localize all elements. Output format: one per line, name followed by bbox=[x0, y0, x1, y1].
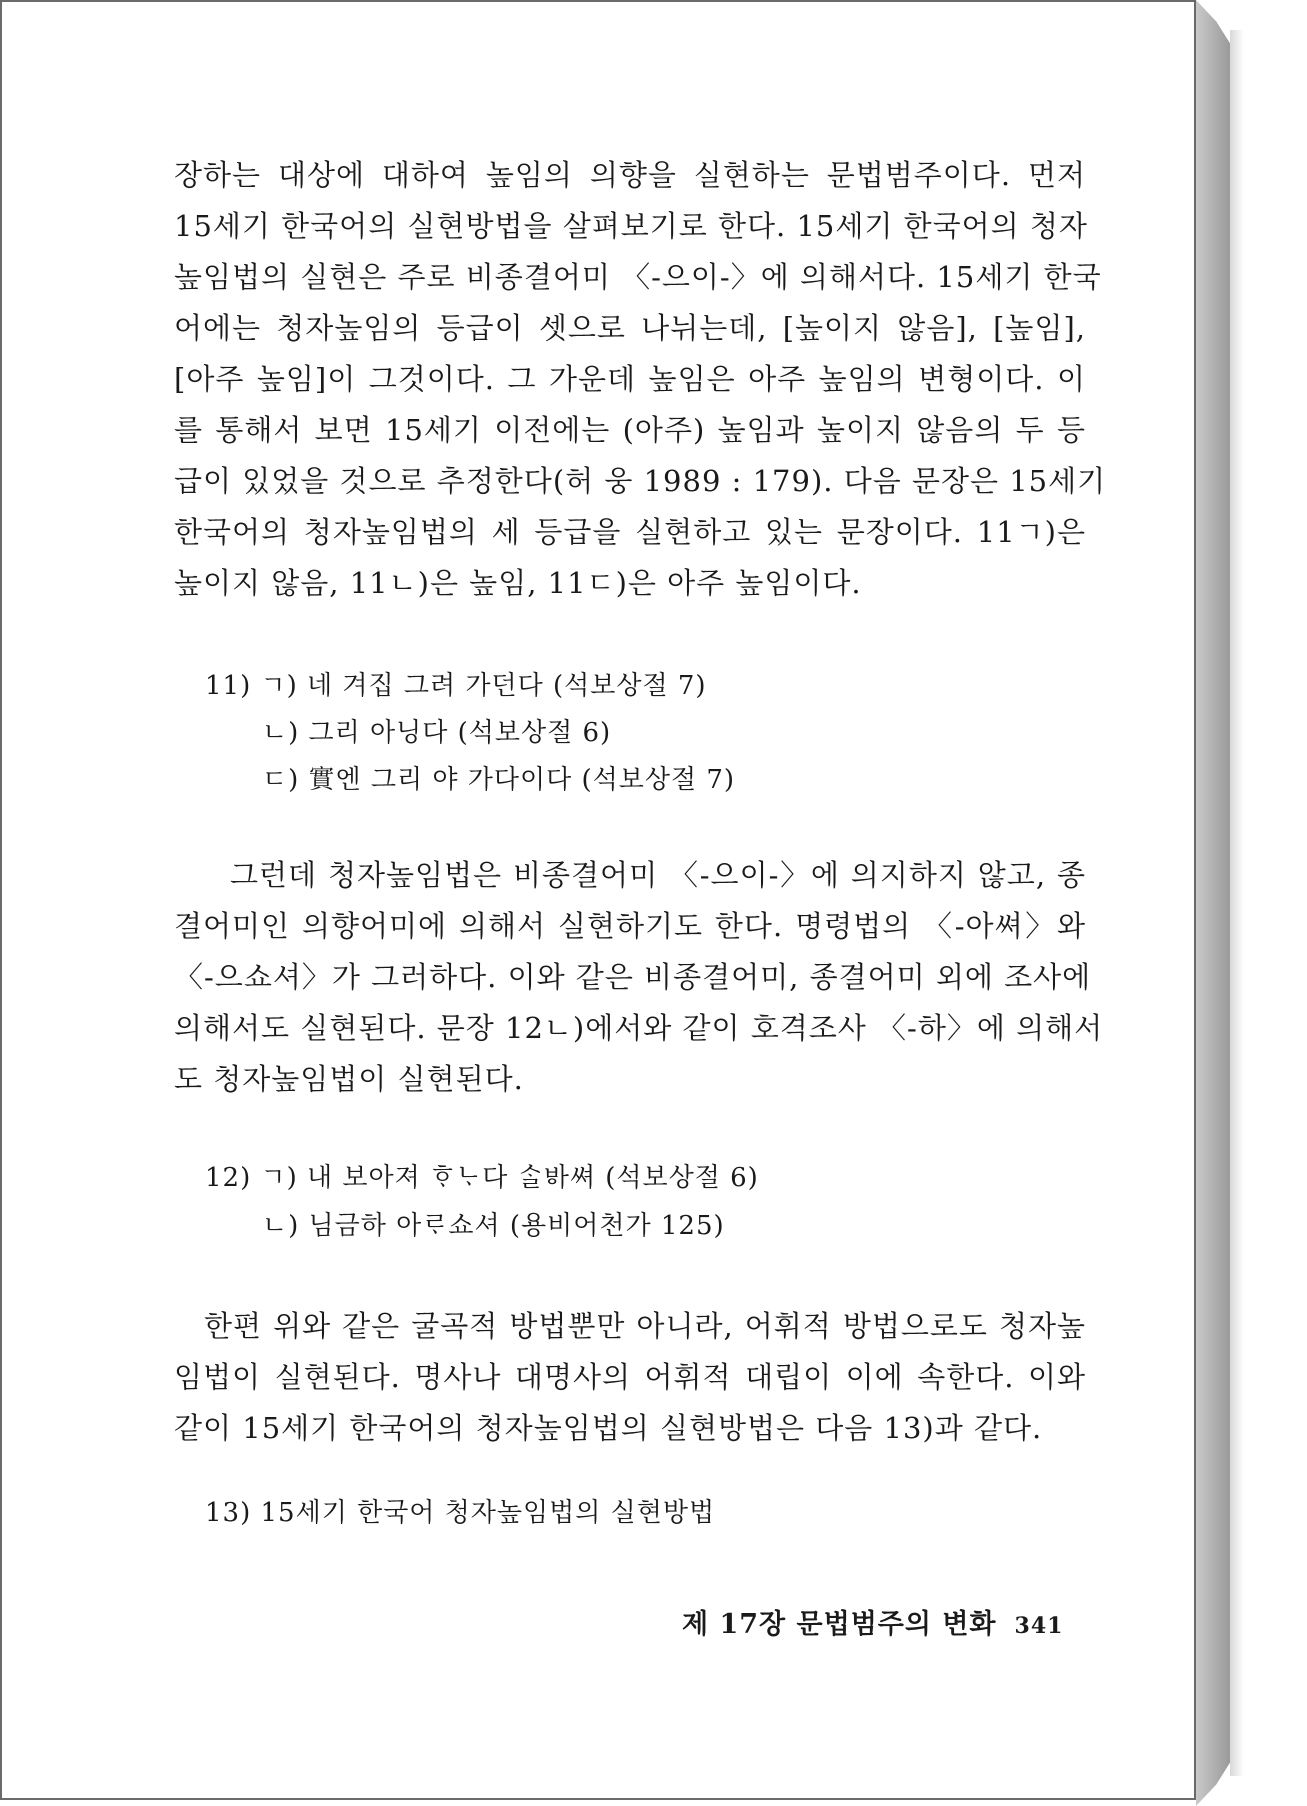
text-line: 15세기 한국어의 실현방법을 살펴보기로 한다. 15세기 한국어의 청자 bbox=[174, 209, 1088, 243]
text-line: 의해서도 실현된다. 문장 12ㄴ)에서와 같이 호격조사 〈-하〉에 의해서 bbox=[174, 1011, 1104, 1045]
page-shadow bbox=[1230, 30, 1244, 1776]
book-page-edge bbox=[1196, 0, 1230, 1806]
paragraph-2 bbox=[174, 850, 1104, 1105]
page-number: 341 bbox=[1014, 1613, 1064, 1639]
text-line: 임법이 실현된다. 명사나 대명사의 어휘적 대립이 이에 속한다. 이와 bbox=[174, 1360, 1086, 1394]
page-footer bbox=[682, 1602, 1063, 1641]
text-line: 한편 위와 같은 굴곡적 방법뿐만 아니라, 어휘적 방법으로도 청자높 bbox=[204, 1309, 1086, 1343]
example-11-a: 11) ㄱ) 네 겨집 그려 가던다 (석보상절 7) bbox=[205, 671, 707, 701]
example-11-c: ㄷ) 實엔 그리 야 가다이다 (석보상절 7) bbox=[262, 765, 736, 795]
text-line: 급이 있었을 것으로 추정한다(허 웅 1989 : 179). 다음 문장은 15세기 bbox=[174, 464, 1107, 498]
example-11-b: ㄴ) 그리 아닝다 (석보상절 6) bbox=[262, 718, 612, 748]
text-line: 어에는 청자높임의 등급이 셋으로 나뉘는데, [높이지 않음], [높임], bbox=[174, 311, 1086, 345]
text-line: 높이지 않음, 11ㄴ)은 높임, 11ㄷ)은 아주 높임이다. bbox=[174, 566, 862, 600]
text-line: 장하는 대상에 대하여 높임의 의향을 실현하는 문법범주이다. 먼저 bbox=[174, 158, 1086, 192]
text-line: 를 통해서 보면 15세기 이전에는 (아주) 높임과 높이지 않음의 두 등 bbox=[174, 413, 1086, 447]
example-12-a: 12) ㄱ) 내 보아져 ᄒᆞᄂᆞ다 ᄉᆞᆯᄫᅡ쎠 (석보상절 6) bbox=[205, 1163, 759, 1193]
text-line: 높임법의 실현은 주로 비종결어미 〈-으이-〉에 의해서다. 15세기 한국 bbox=[174, 260, 1102, 294]
chapter-title: 제 17장 문법범주의 변화 bbox=[682, 1609, 997, 1640]
paragraph-1 bbox=[174, 150, 1107, 609]
text-line: 같이 15세기 한국어의 청자높임법의 실현방법은 다음 13)과 같다. bbox=[174, 1411, 1043, 1445]
example-12-b: ㄴ) 님금하 아ᄅᆞ쇼셔 (용비어천가 125) bbox=[262, 1211, 725, 1241]
text-line: 그런데 청자높임법은 비종결어미 〈-으이-〉에 의지하지 않고, 종 bbox=[230, 858, 1086, 892]
text-line: 한국어의 청자높임법의 세 등급을 실현하고 있는 문장이다. 11ㄱ)은 bbox=[174, 515, 1086, 549]
text-line: 도 청자높임법이 실현된다. bbox=[174, 1062, 524, 1096]
paragraph-3 bbox=[174, 1301, 1086, 1454]
text-line: [아주 높임]이 그것이다. 그 가운데 높임은 아주 높임의 변형이다. 이 bbox=[174, 362, 1086, 396]
text-line: 〈-으쇼셔〉가 그러하다. 이와 같은 비종결어미, 종결어미 외에 조사에 bbox=[174, 960, 1092, 994]
example-13: 13) 15세기 한국어 청자높임법의 실현방법 bbox=[205, 1498, 716, 1528]
text-line: 결어미인 의향어미에 의해서 실현하기도 한다. 명령법의 〈-아쎠〉와 bbox=[174, 909, 1086, 943]
